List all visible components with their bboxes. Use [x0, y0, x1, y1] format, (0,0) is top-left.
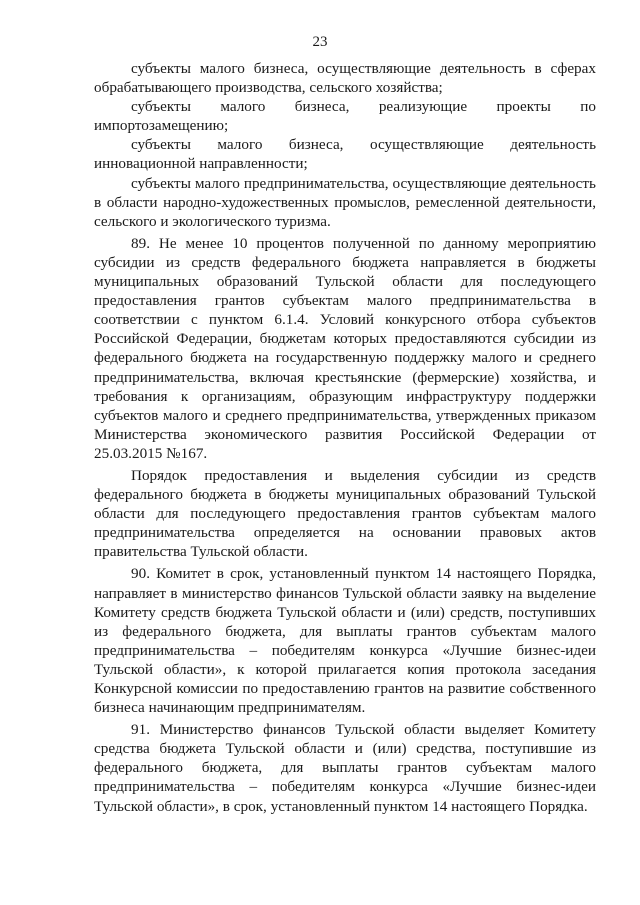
- paragraph-manufacturing-agriculture: субъекты малого бизнеса, осуществляющие деятельность в сферах обрабатывающего производства, сельского хозяйства;: [94, 60, 596, 97]
- paragraph-innovation: субъекты малого бизнеса, осуществляющие деятельность инновационной направленности;: [94, 136, 596, 173]
- paragraph-folk-crafts-tourism: субъекты малого предпринимательства, осуществляющие деятельность в области народно-художественных промыслов, ремесленной деятельности, сельского и экологического туризма.: [94, 174, 596, 230]
- paragraph-item-89: 89. Не менее 10 процентов полученной по данному мероприятию субсидии из средств федерального бюджета направляется в бюджеты муниципальных образований Тульской области для последующего предоставления грантов субъектам малого предпринимательства в соответствии с пунктом 6.1.4. Условий конкурсного отбора субъектов Российской Федерации, бюджетам которых предоставляются субсидии из федерального бюджета на государственную поддержку малого и среднего предпринимательства, включая крестьянские (фермерские) хозяйства, и требования к организациям, образующим инфраструктуру поддержки субъектов малого и среднего предпринимательства, утвержденных приказом Министерства экономического развития Российской Федерации от 25.03.2015 №167.: [94, 234, 596, 462]
- paragraph-item-91: 91. Министерство финансов Тульской области выделяет Комитету средства бюджета Тульской области и (или) средства, поступившие из федерального бюджета, для выплаты грантов субъектам малого предпринимательства – победителям конкурса «Лучшие бизнес-идеи Тульской области», в срок, установленный пунктом 14 настоящего Порядка.: [94, 721, 596, 815]
- paragraph-subsidy-procedure: Порядок предоставления и выделения субсидии из средств федерального бюджета в бюджеты муниципальных образований Тульской области для последующего предоставления грантов субъектам малого предпринимательства определяется на основании правовых актов правительства Тульской области.: [94, 466, 596, 561]
- paragraph-import-substitution: субъекты малого бизнеса, реализующие проекты по импортозамещению;: [94, 98, 596, 135]
- document-body: [94, 59, 596, 816]
- page-number: 23: [312, 34, 328, 50]
- paragraph-item-90: 90. Комитет в срок, установленный пунктом 14 настоящего Порядка, направляет в министерство финансов Тульской области заявку на выделение Комитету средств бюджета Тульской области и (или) средств, поступивших из федерального бюджета, для выплаты грантов субъектам малого предпринимательства – победителям конкурса «Лучшие бизнес-идеи Тульской области», к которой прилагается копия протокола заседания Конкурсной комиссии по предоставлению грантов на развитие собственного бизнеса начинающим предпринимателям.: [94, 565, 596, 717]
